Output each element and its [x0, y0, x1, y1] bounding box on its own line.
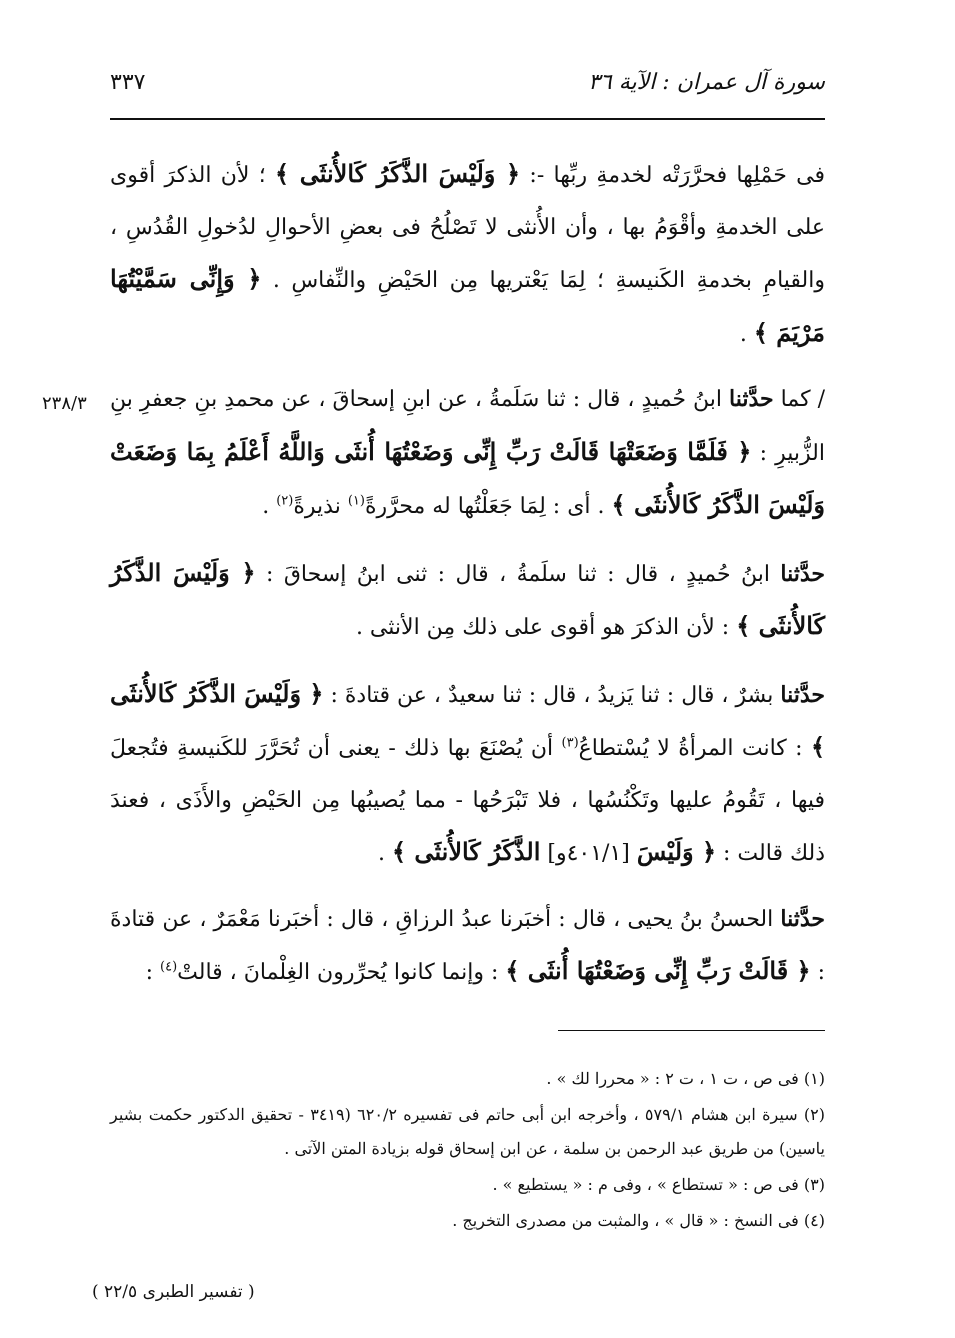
- footnote-separator: [558, 1030, 825, 1031]
- footnote: (١) فى ص ، ت ١ ، ت ٢ : « محررا لك » .: [546, 1069, 825, 1088]
- isnad-keyword: حدَّثنا: [780, 905, 825, 932]
- footnote-ref: (٢): [276, 493, 294, 509]
- text-run: .: [739, 321, 754, 347]
- text-run: : كانت المرأةُ لا يُسْتطاعُ: [578, 736, 811, 761]
- quran-verse: الذَّكَرُ كَالأُنثَى ﴾: [392, 837, 541, 866]
- footnote-ref: (٤): [160, 959, 178, 975]
- text-run: أن يُصْنَعَ بها ذلك - يعنى أن تُحَرَّرَ للكَنيسةِ فتُجعلَ فيها ، تَقُومُ عليها وتَكْنُسُها ، فلا تَبْرَحُها - مما يُصيبُها مِن الحَيْضِ والأَذَى ، فعندَ ذلك قالت :: [110, 736, 825, 866]
- margin-reference: ٢٣٨/٣: [42, 393, 87, 414]
- text-run: نذيرةً: [293, 494, 348, 519]
- footnotes: [110, 1062, 825, 1240]
- quran-verse: ﴿ وَلَيْسَ الذَّكَرُ كَالأُنثَى ﴾: [275, 159, 521, 188]
- text-run: ابنُ حُميدٍ ، قال : ثنا سَلَمةُ ، عن ابنِ إسحاقَ ، عن محمدِ بنِ جعفرِ بنِ الزُّبيرِ :: [110, 387, 825, 466]
- text-run: [٤٠١/١و]: [540, 841, 637, 866]
- quran-verse: ﴿ فَلَمَّا وَضَعَتْهَا قَالَتْ رَبِّ إِنِّى وَضَعْتُهَا أُنثَى وَاللَّهُ أَعْلَمُ بِمَا وَضَعَتْ وَلَيْسَ الذَّكَرُ كَالأُنثَى ﴾: [110, 436, 825, 519]
- quran-verse: ﴿ قَالَتْ رَبِّ إِنِّى وَضَعْتُهَا أُنثَى ﴾: [505, 956, 811, 985]
- paragraph: [110, 894, 825, 999]
- header-title: سورة آل عمران : الآية ٣٦: [588, 70, 825, 95]
- paragraph: [110, 374, 825, 533]
- quran-verse: ﴿ وَلَيْسَ الذَّكَرُ كَالأُنثَى ﴾: [110, 678, 825, 761]
- page-number: ٣٣٧: [110, 70, 146, 95]
- text-run: فى حَمْلِها فحرَّرَتْه لخدمةِ ربِّها -:: [520, 163, 826, 188]
- footnote: (٣) فى ص : « تستطاع » ، وفى م : « يستطيع » .: [492, 1175, 825, 1194]
- quran-verse: ﴿ وَإِنِّى سَمَّيْتُهَا مَرْيَمَ ﴾: [110, 264, 825, 347]
- header-rule: [110, 118, 825, 120]
- running-header: [110, 66, 825, 106]
- text-run: . أى : لِمَا جَعَلْتُها له محرَّرةً: [364, 494, 612, 519]
- footnote: (٢) سيرة ابن هشام ٥٧٩/١ ، وأخرجه ابن أبى حاتم فى تفسيره ٦٢٠/٢ (٣٤١٩ - تحقيق الدكتور حكمت بشير ياسين) من طريق عبد الرحمن بن سلمة ، عن ابن إسحاق قوله بزيادة المتن الآتى .: [110, 1105, 826, 1158]
- text-run: بشرٌ ، قال : ثنا يَزيدُ ، قال : ثنا سعيدٌ ، عن قتادةَ :: [323, 682, 781, 708]
- text-run: : لأن الذكرَ هو أقوى على ذلك مِن الأنثى .: [355, 615, 737, 640]
- paragraph: [110, 547, 825, 654]
- text-run: .: [378, 841, 393, 866]
- footnote: (٤) فى النسخ : « قال » ، والمثبت من مصدرى التخريج .: [452, 1211, 825, 1230]
- isnad-keyword: حدَّثنا: [729, 386, 774, 412]
- text-run: .: [262, 494, 277, 519]
- body-text: [110, 148, 825, 1013]
- text-run: / كما: [773, 387, 825, 412]
- quran-verse: ﴿ وَلَيْسَ: [636, 837, 717, 866]
- text-run: ؛ لأن الذكرَ أقوى على الخدمةِ وأقْوَمُ بها ، وأن الأُنثى لا تَصْلُحُ فى بعضِ الأحوالِ لدُخولِ القُدُسِ ، والقيامِ بخدمةِ الكَنيسةِ ؛ لِمَا يَعْتريها مِن الحَيْضِ والنِّفاسِ .: [110, 163, 825, 293]
- isnad-keyword: حدَّثنا: [780, 681, 825, 708]
- isnad-keyword: حدَّثنا: [780, 560, 826, 587]
- quran-verse: ﴿ وَلَيْسَ الذَّكَرُ كَالأُنثَى ﴾: [110, 557, 825, 640]
- footnote-ref: (٣): [561, 735, 579, 751]
- text-run: :: [145, 960, 161, 985]
- text-run: الحسنُ بنُ يحيى ، قال : أخبَرنا عبدُ الرزاقِ ، قال : أخبَرنا مَعْمَرٌ ، عن قتادةَ :: [110, 906, 825, 985]
- text-run: : وإنما كانوا يُحرِّرون الغِلْمانَ ، قالتْ: [177, 960, 506, 985]
- text-run: ابنُ حُميدٍ ، قال : ثنا سلَمةُ ، قال : ثنى ابنُ إسحاقَ :: [255, 561, 781, 587]
- paragraph: [110, 668, 825, 880]
- footnote-ref: (١): [347, 493, 365, 509]
- volume-signature: ( تفسير الطبرى ٢٢/٥ ): [92, 1282, 255, 1302]
- paragraph: [110, 148, 825, 360]
